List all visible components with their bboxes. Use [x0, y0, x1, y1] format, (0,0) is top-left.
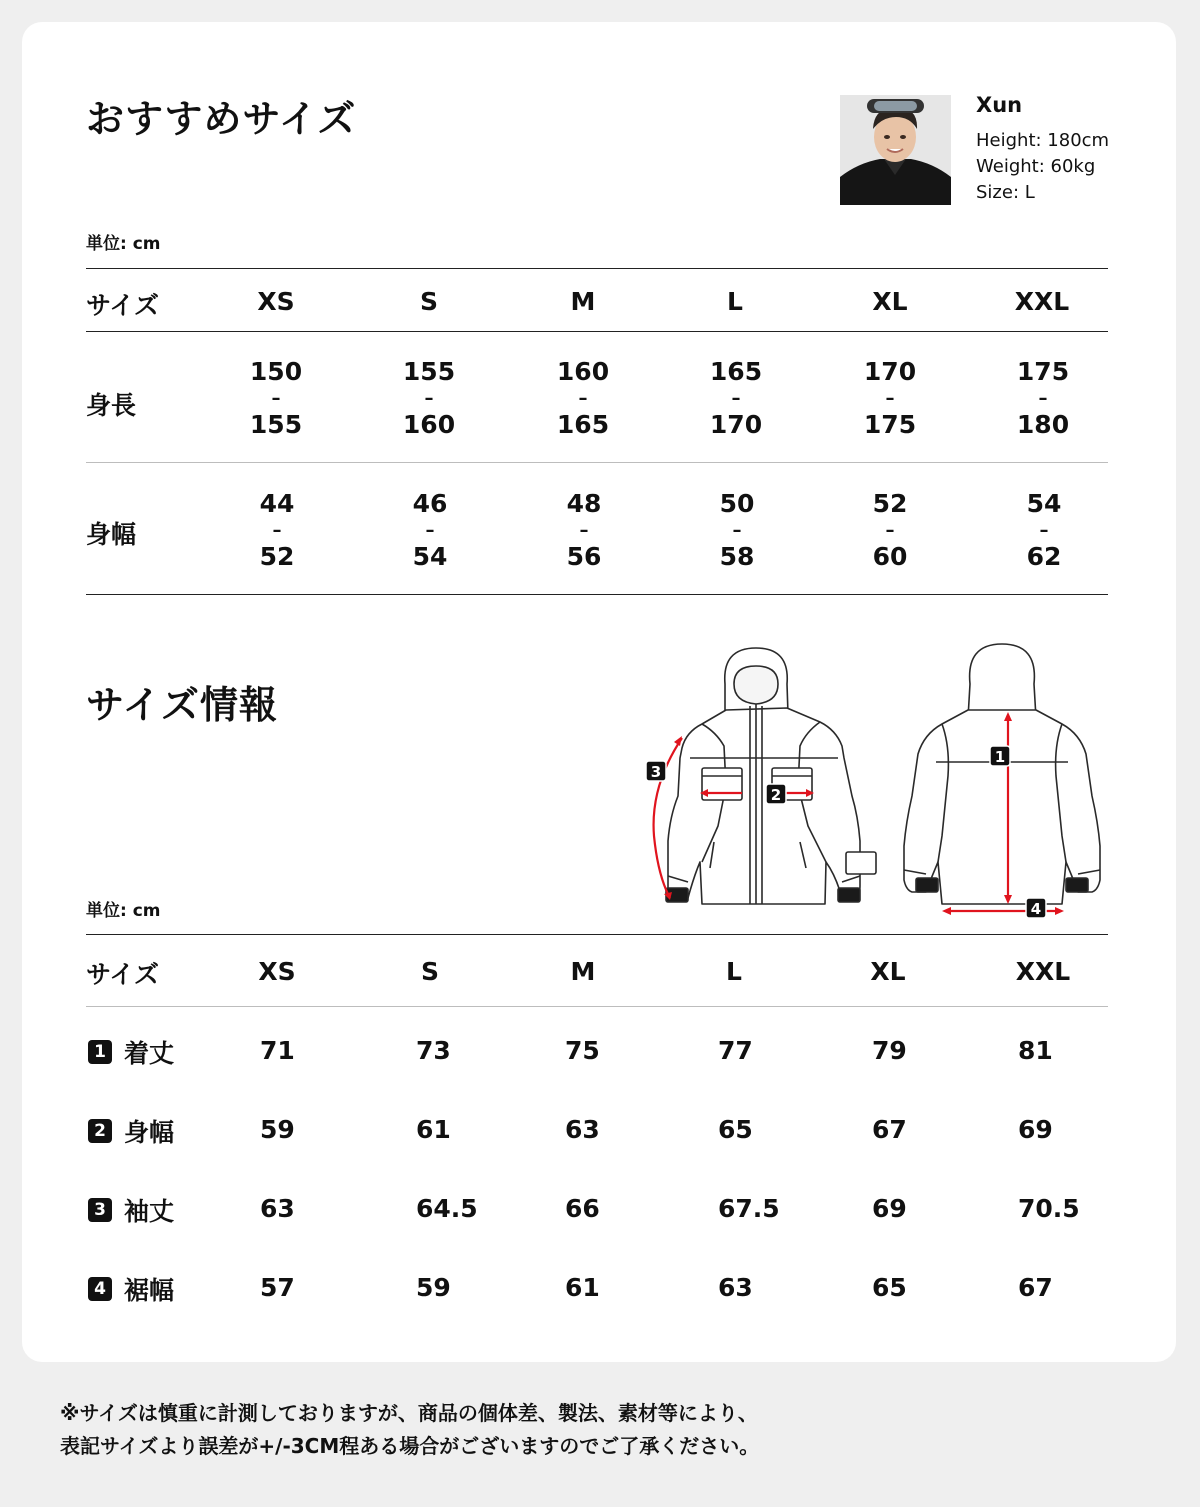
row-body-width: [88, 1113, 174, 1149]
row-divider: [86, 462, 1108, 463]
diagram-marker-3: [646, 761, 666, 781]
disclaimer-line-2: 表記サイズより誤差が+/-3CM程ある場合がございますのでご了承ください。: [60, 1434, 760, 1458]
size-header-xxl: XXL: [1014, 287, 1070, 316]
size-info-header-xxl: XXL: [1015, 957, 1071, 986]
recommended-unit: 単位: cm: [86, 234, 161, 254]
row-label-height: 身長: [86, 391, 137, 420]
hem-width-m: 61: [565, 1273, 600, 1302]
header-rule: [86, 331, 1108, 332]
width-range-s: 46 – 54: [412, 489, 448, 571]
model-weight: Weight: 60kg: [976, 156, 1096, 177]
badge-1: 1: [88, 1040, 112, 1064]
length-m: 75: [565, 1036, 600, 1065]
height-range-xl: 170 – 175: [863, 357, 917, 439]
row-label-body-width: 身幅: [124, 1118, 175, 1147]
size-info-unit: 単位: cm: [86, 901, 161, 921]
width-range-xl: 52 – 60: [872, 489, 908, 571]
jacket-measurement-diagram: [630, 636, 1120, 926]
badge-4: 4: [88, 1277, 112, 1301]
body-width-xs: 59: [260, 1115, 295, 1144]
width-range-xxl: 54 – 62: [1026, 489, 1062, 571]
diagram-marker-2: [766, 784, 786, 804]
disclaimer-line-1: ※サイズは慎重に計測しておりますが、商品の個体差、製法、素材等により、: [60, 1401, 758, 1425]
svg-text:2: 2: [770, 786, 782, 804]
size-header-xl: XL: [872, 287, 908, 316]
width-range-m: 48 – 56: [566, 489, 602, 571]
height-range-s: 155 – 160: [402, 357, 456, 439]
size-info-header-m: M: [570, 957, 596, 986]
sleeve-xxl: 70.5: [1018, 1194, 1080, 1223]
sleeve-xs: 63: [260, 1194, 295, 1223]
size-header-xs: XS: [257, 287, 295, 316]
size-info-header-label: サイズ: [86, 960, 160, 989]
length-xl: 79: [872, 1036, 907, 1065]
model-photo: [840, 95, 951, 205]
sleeve-l: 67.5: [718, 1194, 780, 1223]
sleeve-xl: 69: [872, 1194, 907, 1223]
hem-width-xxl: 67: [1018, 1273, 1053, 1302]
height-range-xxl: 175 – 180: [1016, 357, 1070, 439]
svg-text:4: 4: [1030, 900, 1042, 918]
size-info-header-rule: [86, 1006, 1108, 1007]
hem-width-s: 59: [416, 1273, 451, 1302]
size-header-l: L: [727, 287, 743, 316]
sleeve-m: 66: [565, 1194, 600, 1223]
diagram-marker-1: [990, 746, 1010, 766]
body-width-m: 63: [565, 1115, 600, 1144]
hem-width-xl: 65: [872, 1273, 907, 1302]
hem-width-xs: 57: [260, 1273, 295, 1302]
width-range-xs: 44 – 52: [259, 489, 295, 571]
size-info-title: サイズ情報: [86, 683, 278, 727]
size-header-s: S: [419, 287, 438, 316]
row-label-hem-width: 裾幅: [124, 1276, 175, 1305]
model-size: Size: L: [976, 182, 1035, 203]
size-info-header-xs: XS: [258, 957, 296, 986]
body-width-s: 61: [416, 1115, 451, 1144]
size-info-header-l: L: [726, 957, 742, 986]
sleeve-s: 64.5: [416, 1194, 478, 1223]
width-range-l: 50 – 58: [719, 489, 755, 571]
height-range-m: 160 – 165: [556, 357, 610, 439]
svg-text:3: 3: [650, 763, 662, 781]
height-range-xs: 150 – 155: [249, 357, 303, 439]
badge-2: 2: [88, 1119, 112, 1143]
size-header-m: M: [570, 287, 596, 316]
length-xxl: 81: [1018, 1036, 1053, 1065]
length-s: 73: [416, 1036, 451, 1065]
length-l: 77: [718, 1036, 753, 1065]
model-name: Xun: [976, 93, 1023, 117]
badge-3: 3: [88, 1198, 112, 1222]
hem-width-l: 63: [718, 1273, 753, 1302]
row-length: [88, 1034, 174, 1070]
row-sleeve: [88, 1192, 174, 1228]
row-hem-width: [88, 1271, 174, 1307]
table-top-rule: [86, 268, 1108, 269]
body-width-l: 65: [718, 1115, 753, 1144]
model-height: Height: 180cm: [976, 130, 1110, 151]
body-width-xxl: 69: [1018, 1115, 1053, 1144]
diagram-marker-4: [1026, 898, 1046, 918]
height-range-l: 165 – 170: [709, 357, 763, 439]
size-header-label: サイズ: [86, 291, 160, 320]
size-info-top-rule: [86, 934, 1108, 935]
row-label-sleeve: 袖丈: [124, 1197, 175, 1226]
length-xs: 71: [260, 1036, 295, 1065]
size-info-header-s: S: [420, 957, 439, 986]
svg-text:1: 1: [994, 748, 1006, 766]
row-label-length: 着丈: [124, 1039, 175, 1068]
recommended-size-title: おすすめサイズ: [86, 97, 357, 141]
body-width-xl: 67: [872, 1115, 907, 1144]
row-label-width: 身幅: [86, 520, 137, 549]
size-info-header-xl: XL: [870, 957, 906, 986]
table-bottom-rule: [86, 594, 1108, 595]
